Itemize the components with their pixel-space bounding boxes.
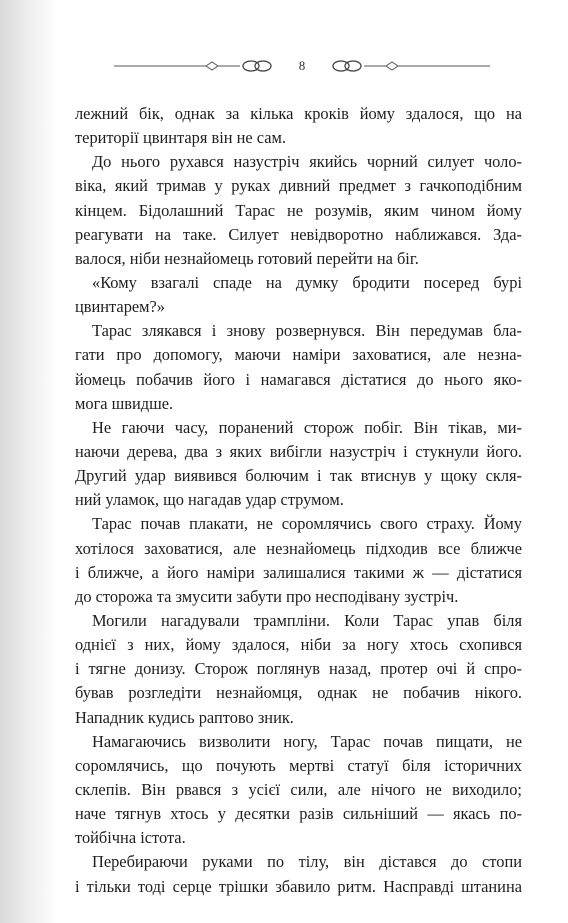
page-header	[110, 52, 494, 80]
text-line: Нападник кудись раптово зник.	[75, 707, 294, 727]
text-line: «Кому взагалі спаде на думку бродити посеред бурі	[92, 272, 522, 292]
text-line: бував розгледіти незнайомця, однак не побачив нікого.	[75, 683, 522, 703]
text-line: соромлячись, що почують мертві статуї біля історичних	[75, 755, 522, 775]
text-line: і тягне донизу. Сторож поглянув назад, протер очі й спро-	[75, 659, 522, 679]
text-line: Тарас почав плакати, не соромлячись свого страху. Йому	[92, 514, 522, 534]
text-line: наче тягнув хтось у десятки разів сильніший — якась по-	[75, 804, 522, 824]
text-line: До нього рухався назустріч якийсь чорний силует чоло-	[92, 152, 522, 172]
text-line: тойбічна істота.	[75, 828, 186, 848]
text-line: і тільки тоді серце трішки збавило ритм. Насправді штанина	[75, 876, 522, 896]
text-line: Могили нагадували трампліни. Коли Тарас упав біля	[92, 610, 522, 630]
text-line: валося, ніби незнайомець готовий перейти на біг.	[75, 248, 419, 268]
text-line: до сторожа та змусити забути про несподівану зустріч.	[75, 586, 459, 606]
text-line: гати про допомогу, маючи наміри заховатися, але незна-	[75, 345, 522, 365]
text-line: лежний бік, однак за кілька кроків йому здалося, що на	[75, 104, 522, 123]
text-line: і ближче, а його наміри залишалися такими ж — дістатися	[75, 562, 522, 582]
text-line: віка, який тримав у руках дивний предмет з гачкоподібним	[75, 176, 522, 196]
text-line: Не гаючи часу, поранений сторож побіг. Він тікав, ми-	[92, 417, 522, 437]
text-line: склепів. Він рвався з усієї сили, але нічого не виходило;	[75, 779, 522, 799]
text-line: мога швидше.	[75, 393, 174, 413]
text-line: території цвинтаря він не сам.	[75, 128, 286, 148]
text-line: Намагаючись визволити ногу, Тарас почав пищати, не	[92, 731, 522, 751]
text-line: хотілося заховатися, але незнайомець підходив все ближче	[75, 538, 522, 558]
page-number: 8	[298, 58, 306, 73]
book-gutter-shadow	[0, 0, 58, 923]
text-line: ний уламок, що нагадав удар струмом.	[75, 490, 344, 510]
text-line: кінцем. Бідолашний Тарас не розумів, яким чином йому	[75, 200, 522, 220]
text-line: йомець побачив його і намагався дістатися до нього яко-	[75, 369, 522, 389]
text-line: Перебираючи руками по тілу, він дістався до стопи	[92, 852, 522, 872]
text-line: наючи дерева, два з яких вибігли назустріч і стукнули його.	[75, 441, 522, 461]
text-line: Тарас злякався і знову розвернувся. Він передумав бла-	[92, 321, 522, 341]
text-line: однієї з них, йому здалося, ніби за ногу хтось схопився	[75, 635, 522, 655]
text-line: реагувати на таке. Силует невідворотно наближався. Зда-	[75, 224, 522, 244]
text-line: Другий удар виявився болючим і так втиснув у щоку скля-	[75, 466, 522, 486]
body-text	[75, 102, 522, 899]
text-line: цвинтарем?»	[75, 297, 166, 317]
